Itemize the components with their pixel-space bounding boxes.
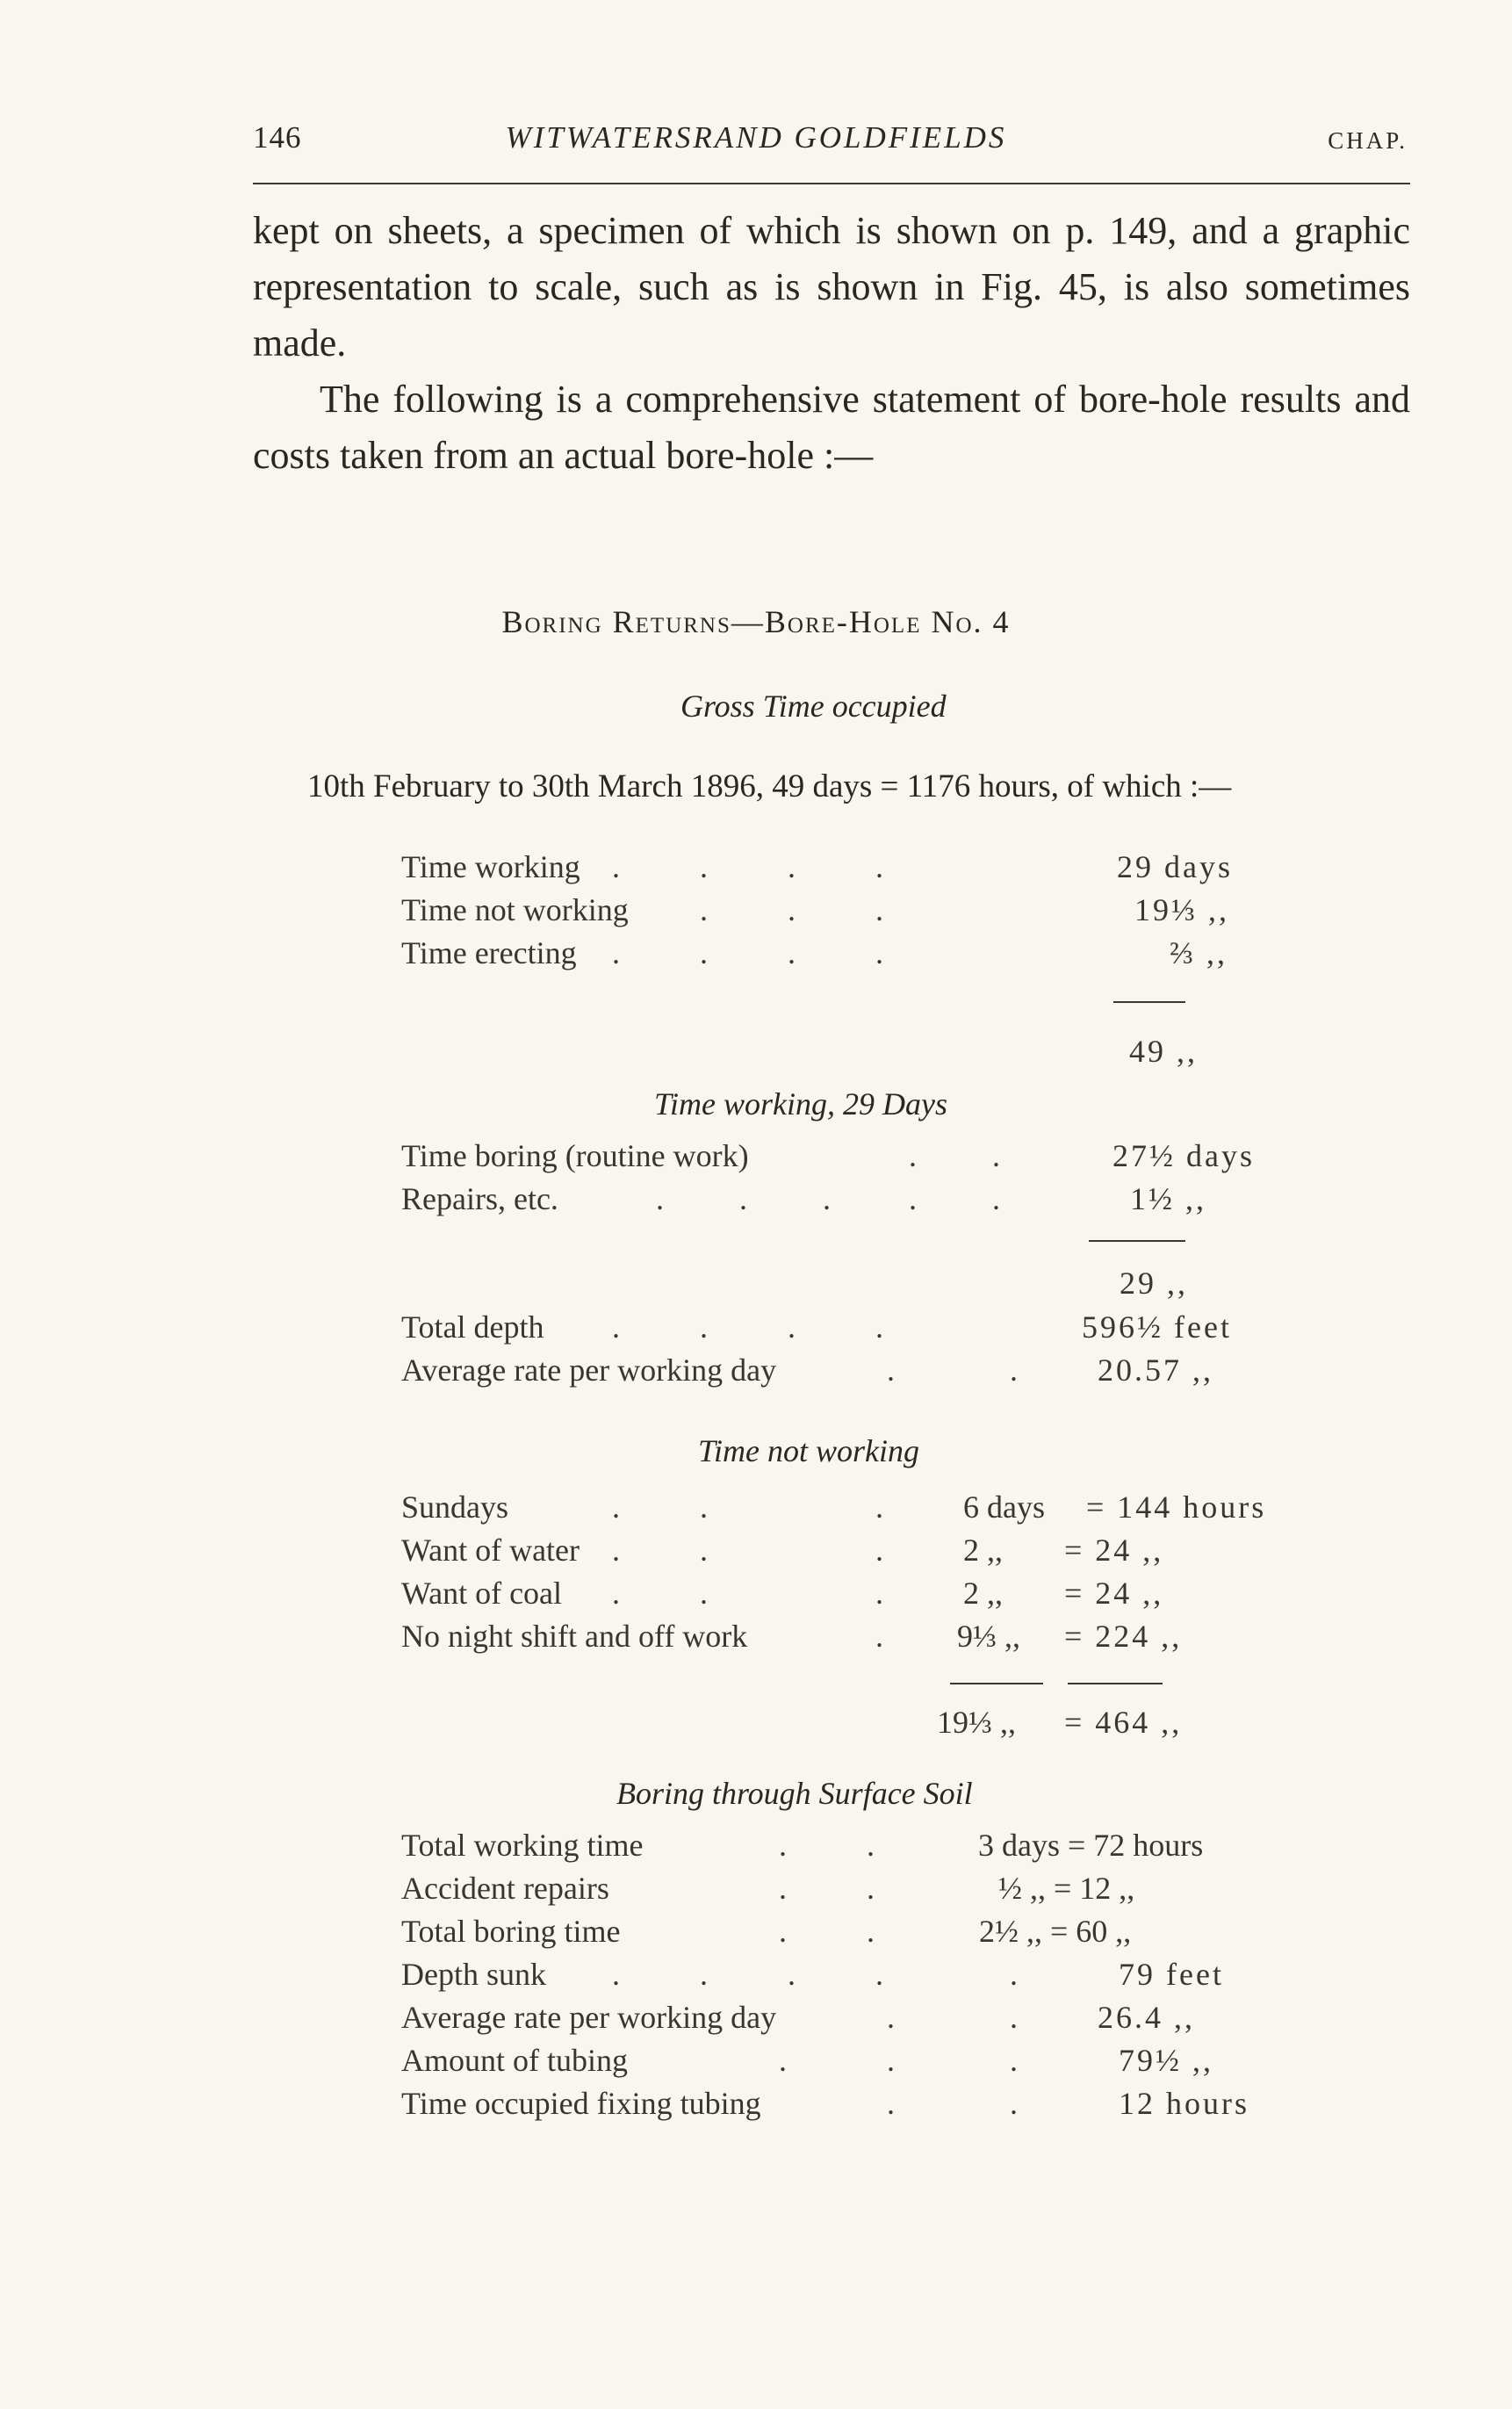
- days-value: 9⅓ ,,: [957, 1619, 1020, 1654]
- row-label: Sundays: [401, 1489, 509, 1525]
- not-working-row: No night shift and off work . 9⅓ ,, = 224 ,,: [401, 1619, 1183, 1654]
- row-value: 20.57 ,,: [1098, 1352, 1213, 1388]
- working-row: Repairs, etc. . . . . . 1½ ,,: [401, 1181, 1206, 1216]
- row-label: Time not working: [401, 892, 629, 927]
- days-value: 2 ,,: [963, 1533, 1003, 1568]
- row-label: Average rate per working day: [401, 2000, 777, 2035]
- time-not-working-heading: Time not working: [698, 1433, 920, 1468]
- surface-soil-heading: Boring through Surface Soil: [616, 1776, 973, 1811]
- row-label: No night shift and off work: [401, 1619, 748, 1654]
- surface-row: Accident repairs . . ½ ,, = 12 ,,: [401, 1871, 1135, 1906]
- not-working-row: Sundays . . . 6 days = 144 hours: [401, 1489, 1267, 1525]
- days-sum-rule: [950, 1683, 1043, 1684]
- row-value: 12 hours: [1119, 2086, 1249, 2121]
- row-label: Time working: [401, 849, 580, 884]
- not-working-row: Want of water . . . 2 ,, = 24 ,,: [401, 1533, 1164, 1568]
- working-sum-rule: [1089, 1240, 1185, 1242]
- gross-row: Time not working . . . 19⅓ ,,: [401, 892, 1229, 927]
- row-label: Total working time: [401, 1828, 644, 1863]
- working-total: 29 ,,: [1120, 1266, 1188, 1301]
- surface-row: Depth sunk . . . . . 79 feet: [401, 1957, 1224, 1992]
- row-value: 1½ ,,: [1130, 1181, 1206, 1216]
- working-row: Time boring (routine work) . . 27½ days: [401, 1138, 1255, 1173]
- row-label: Amount of tubing: [401, 2043, 628, 2078]
- row-value: 596½ feet: [1082, 1309, 1232, 1345]
- row-label: Total boring time: [401, 1914, 621, 1949]
- row-value: 3 days = 72 hours: [978, 1828, 1204, 1863]
- paragraph-1: kept on sheets, a specimen of which is shown on p. 149, and a graphic representation to scale, such as is shown in Fig. 45, is also sometimes made.: [253, 209, 1410, 364]
- surface-row: Total working time . . 3 days = 72 hours: [401, 1828, 1204, 1863]
- hours-value: = 24 ,,: [1064, 1533, 1164, 1568]
- time-working-heading: Time working, 29 Days: [654, 1086, 948, 1122]
- depth-row: Average rate per working day . . 20.57 ,,: [401, 1352, 1213, 1388]
- table-title: Boring Returns—Bore-Hole No. 4: [501, 604, 1011, 639]
- row-value: ½ ,, = 12 ,,: [998, 1871, 1135, 1906]
- surface-row: Time occupied fixing tubing . . 12 hours: [401, 2086, 1249, 2121]
- row-label: Average rate per working day: [401, 1352, 777, 1388]
- row-value: 19⅓ ,,: [1134, 892, 1229, 927]
- gross-time-line: 10th February to 30th March 1896, 49 days = 1176 hours, of which :—: [307, 768, 1232, 804]
- gross-row: Time erecting . . . . ⅔ ,,: [401, 935, 1228, 970]
- row-label: Repairs, etc.: [401, 1181, 558, 1216]
- hours-sum-rule: [1068, 1683, 1163, 1684]
- running-title: WITWATERSRAND GOLDFIELDS: [505, 120, 1007, 155]
- not-working-row: Want of coal . . . 2 ,, = 24 ,,: [401, 1576, 1164, 1611]
- row-value: 26.4 ,,: [1098, 2000, 1195, 2035]
- surface-row: Average rate per working day . . 26.4 ,,: [401, 2000, 1195, 2035]
- paragraph-2: The following is a comprehensive statement of bore-hole results and costs taken from an actual bore-hole :—: [253, 378, 1410, 477]
- surface-row: Amount of tubing . . . 79½ ,,: [401, 2043, 1213, 2078]
- days-value: 6 days: [963, 1489, 1045, 1525]
- days-value: 2 ,,: [963, 1576, 1003, 1611]
- row-label: Total depth: [401, 1309, 544, 1345]
- gross-time-heading: Gross Time occupied: [680, 689, 947, 724]
- not-working-total-row: [401, 1704, 1279, 1746]
- hours-total: = 464 ,,: [1064, 1705, 1183, 1740]
- gross-total-row: [401, 1033, 1279, 1075]
- row-label: Time erecting: [401, 935, 577, 970]
- row-value: 79½ ,,: [1119, 2043, 1213, 2078]
- row-label: Accident repairs: [401, 1871, 609, 1906]
- row-label: Depth sunk: [401, 1957, 546, 1992]
- row-value: 29 days: [1117, 849, 1233, 884]
- header-rule: [253, 183, 1410, 184]
- working-total-row: [401, 1265, 1279, 1307]
- row-value: ⅔ ,,: [1170, 935, 1228, 970]
- row-value: 79 feet: [1119, 1957, 1224, 1992]
- gross-total: 49 ,,: [1129, 1034, 1198, 1069]
- gross-row: Time working . . . . 29 days: [401, 849, 1233, 884]
- gross-sum-rule: [1113, 1001, 1185, 1003]
- row-value: 27½ days: [1112, 1138, 1255, 1173]
- page-number: 146: [253, 120, 302, 155]
- row-label: Time boring (routine work): [401, 1138, 749, 1173]
- chapter-mark: CHAP.: [1328, 127, 1408, 154]
- hours-value: = 144 hours: [1086, 1489, 1267, 1525]
- depth-row: Total depth . . . . 596½ feet: [401, 1309, 1232, 1345]
- surface-row: Total boring time . . 2½ ,, = 60 ,,: [401, 1914, 1132, 1949]
- row-label: Want of coal: [401, 1576, 563, 1611]
- row-label: Time occupied fixing tubing: [401, 2086, 761, 2121]
- row-value: 2½ ,, = 60 ,,: [979, 1914, 1132, 1949]
- hours-value: = 224 ,,: [1064, 1619, 1183, 1654]
- row-label: Want of water: [401, 1533, 580, 1568]
- hours-value: = 24 ,,: [1064, 1576, 1164, 1611]
- days-total: 19⅓ ,,: [937, 1705, 1016, 1740]
